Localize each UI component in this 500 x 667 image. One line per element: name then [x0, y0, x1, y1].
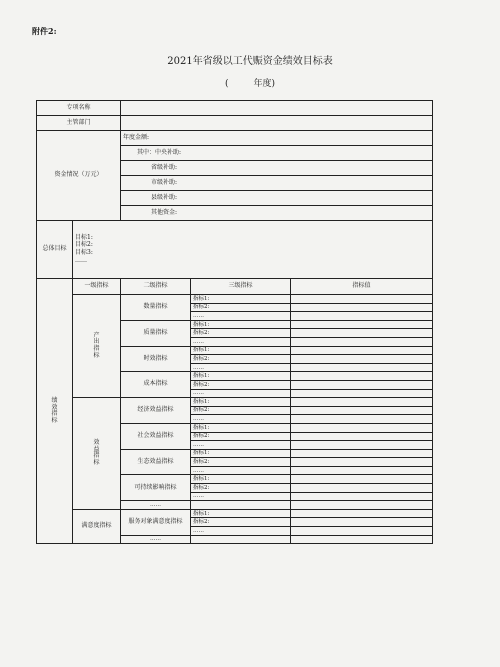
subtitle-year: 年度) — [253, 79, 275, 89]
level3-indicator[interactable]: …… — [191, 527, 291, 536]
indicator-value-cell[interactable] — [291, 484, 433, 493]
level2-indicator: 社会效益指标 — [121, 423, 191, 449]
goal-line: …… — [75, 256, 87, 264]
indicator-value-cell[interactable] — [291, 535, 433, 544]
indicator-value-cell[interactable] — [291, 518, 433, 527]
level2-ellipsis: …… — [121, 501, 191, 510]
level2-indicator: 生态效益指标 — [121, 449, 191, 475]
indicator-value-cell[interactable] — [291, 501, 433, 510]
level2-indicator: 质量指标 — [121, 320, 191, 346]
level3-indicator[interactable] — [191, 501, 291, 510]
level3-indicator[interactable]: 指标2: — [191, 406, 291, 415]
level1-header: 一级指标 — [73, 279, 121, 295]
funds-city[interactable]: 市级补助: — [121, 176, 433, 191]
funds-central[interactable]: 其中：中央补助: — [121, 146, 433, 161]
indicator-value-cell[interactable] — [291, 389, 433, 398]
goal-line: 目标2: — [75, 241, 93, 249]
indicator-value-cell[interactable] — [291, 466, 433, 475]
level3-indicator[interactable]: …… — [191, 466, 291, 475]
level3-indicator[interactable]: 指标1: — [191, 509, 291, 518]
indicator-value-cell[interactable] — [291, 329, 433, 338]
level3-indicator[interactable]: 指标1: — [191, 320, 291, 329]
funds-annual[interactable]: 年度金额: — [121, 131, 433, 146]
project-name-label: 专项名称 — [37, 101, 121, 116]
indicator-value-cell[interactable] — [291, 337, 433, 346]
level3-indicator[interactable]: 指标1: — [191, 295, 291, 304]
project-name-field[interactable] — [121, 101, 433, 116]
indicator-value-cell[interactable] — [291, 527, 433, 536]
level3-indicator[interactable]: 指标1: — [191, 449, 291, 458]
goal-line: 目标3: — [75, 249, 93, 256]
level2-indicator: 经济效益指标 — [121, 398, 191, 424]
level3-indicator[interactable]: 指标2: — [191, 303, 291, 312]
indicator-value-cell[interactable] — [291, 432, 433, 441]
indicator-value-cell[interactable] — [291, 295, 433, 304]
page-subtitle — [0, 76, 500, 89]
level3-indicator[interactable] — [191, 535, 291, 544]
level3-header: 三级指标 — [191, 279, 291, 295]
indicator-value-cell[interactable] — [291, 415, 433, 424]
level2-header: 二级指标 — [121, 279, 191, 295]
level3-indicator[interactable]: 指标2: — [191, 329, 291, 338]
level3-indicator[interactable]: …… — [191, 492, 291, 501]
level3-indicator[interactable]: 指标1: — [191, 423, 291, 432]
funds-county[interactable]: 县级补助: — [121, 191, 433, 206]
indicator-value-cell[interactable] — [291, 346, 433, 355]
level3-indicator[interactable]: 指标1: — [191, 398, 291, 407]
level2-indicator: 服务对象满意度指标 — [121, 509, 191, 535]
level2-ellipsis: …… — [121, 535, 191, 544]
level3-indicator[interactable]: 指标1: — [191, 372, 291, 381]
level3-indicator[interactable]: …… — [191, 389, 291, 398]
level3-indicator[interactable]: 指标2: — [191, 432, 291, 441]
page-title: 2021年省级以工代赈资金绩效目标表 — [167, 56, 333, 67]
funds-other[interactable]: 其他资金: — [121, 206, 433, 221]
indicator-value-cell[interactable] — [291, 320, 433, 329]
level2-indicator: 可持续影响指标 — [121, 475, 191, 501]
level3-indicator[interactable]: 指标2: — [191, 518, 291, 527]
level1-indicator: 效 益 指 标 — [73, 398, 121, 510]
indicator-value-cell[interactable] — [291, 363, 433, 372]
level3-indicator[interactable]: 指标2: — [191, 458, 291, 467]
indicator-value-cell[interactable] — [291, 458, 433, 467]
department-field[interactable] — [121, 116, 433, 131]
subtitle-open-paren: ( — [225, 79, 229, 89]
level3-indicator[interactable]: …… — [191, 441, 291, 450]
level3-indicator[interactable]: 指标1: — [191, 475, 291, 484]
level1-indicator: 满意度指标 — [73, 509, 121, 543]
indicator-value-cell[interactable] — [291, 355, 433, 364]
level3-indicator[interactable]: …… — [191, 363, 291, 372]
funds-provincial[interactable]: 省级补助: — [121, 161, 433, 176]
level3-indicator[interactable]: …… — [191, 415, 291, 424]
indicator-value-cell[interactable] — [291, 303, 433, 312]
overall-goal-label: 总体目标 — [37, 221, 73, 279]
value-header: 指标值 — [291, 279, 433, 295]
funds-label: 资金情况（万元） — [37, 131, 121, 221]
level2-indicator: 数量指标 — [121, 295, 191, 321]
level2-indicator: 时效指标 — [121, 346, 191, 372]
level2-indicator: 成本指标 — [121, 372, 191, 398]
indicator-value-cell[interactable] — [291, 423, 433, 432]
level1-indicator: 产 出 指 标 — [73, 295, 121, 398]
level3-indicator[interactable]: 指标2: — [191, 380, 291, 389]
indicator-value-cell[interactable] — [291, 398, 433, 407]
level3-indicator[interactable]: …… — [191, 337, 291, 346]
attachment-label: 附件2: — [32, 26, 57, 36]
department-label: 主管部门 — [37, 116, 121, 131]
indicator-value-cell[interactable] — [291, 380, 433, 389]
indicator-value-cell[interactable] — [291, 449, 433, 458]
performance-table — [36, 100, 433, 544]
goal-line: 目标1: — [75, 233, 93, 241]
level3-indicator[interactable]: 指标1: — [191, 346, 291, 355]
indicator-value-cell[interactable] — [291, 406, 433, 415]
indicator-value-cell[interactable] — [291, 509, 433, 518]
level3-indicator[interactable]: 指标2: — [191, 484, 291, 493]
indicator-value-cell[interactable] — [291, 475, 433, 484]
level3-indicator[interactable]: …… — [191, 312, 291, 321]
performance-indicators-label: 绩 效 指 标 — [37, 279, 73, 544]
indicator-value-cell[interactable] — [291, 492, 433, 501]
indicator-value-cell[interactable] — [291, 312, 433, 321]
level3-indicator[interactable]: 指标2: — [191, 355, 291, 364]
overall-goal-field[interactable] — [73, 221, 433, 279]
indicator-value-cell[interactable] — [291, 372, 433, 381]
indicator-value-cell[interactable] — [291, 441, 433, 450]
